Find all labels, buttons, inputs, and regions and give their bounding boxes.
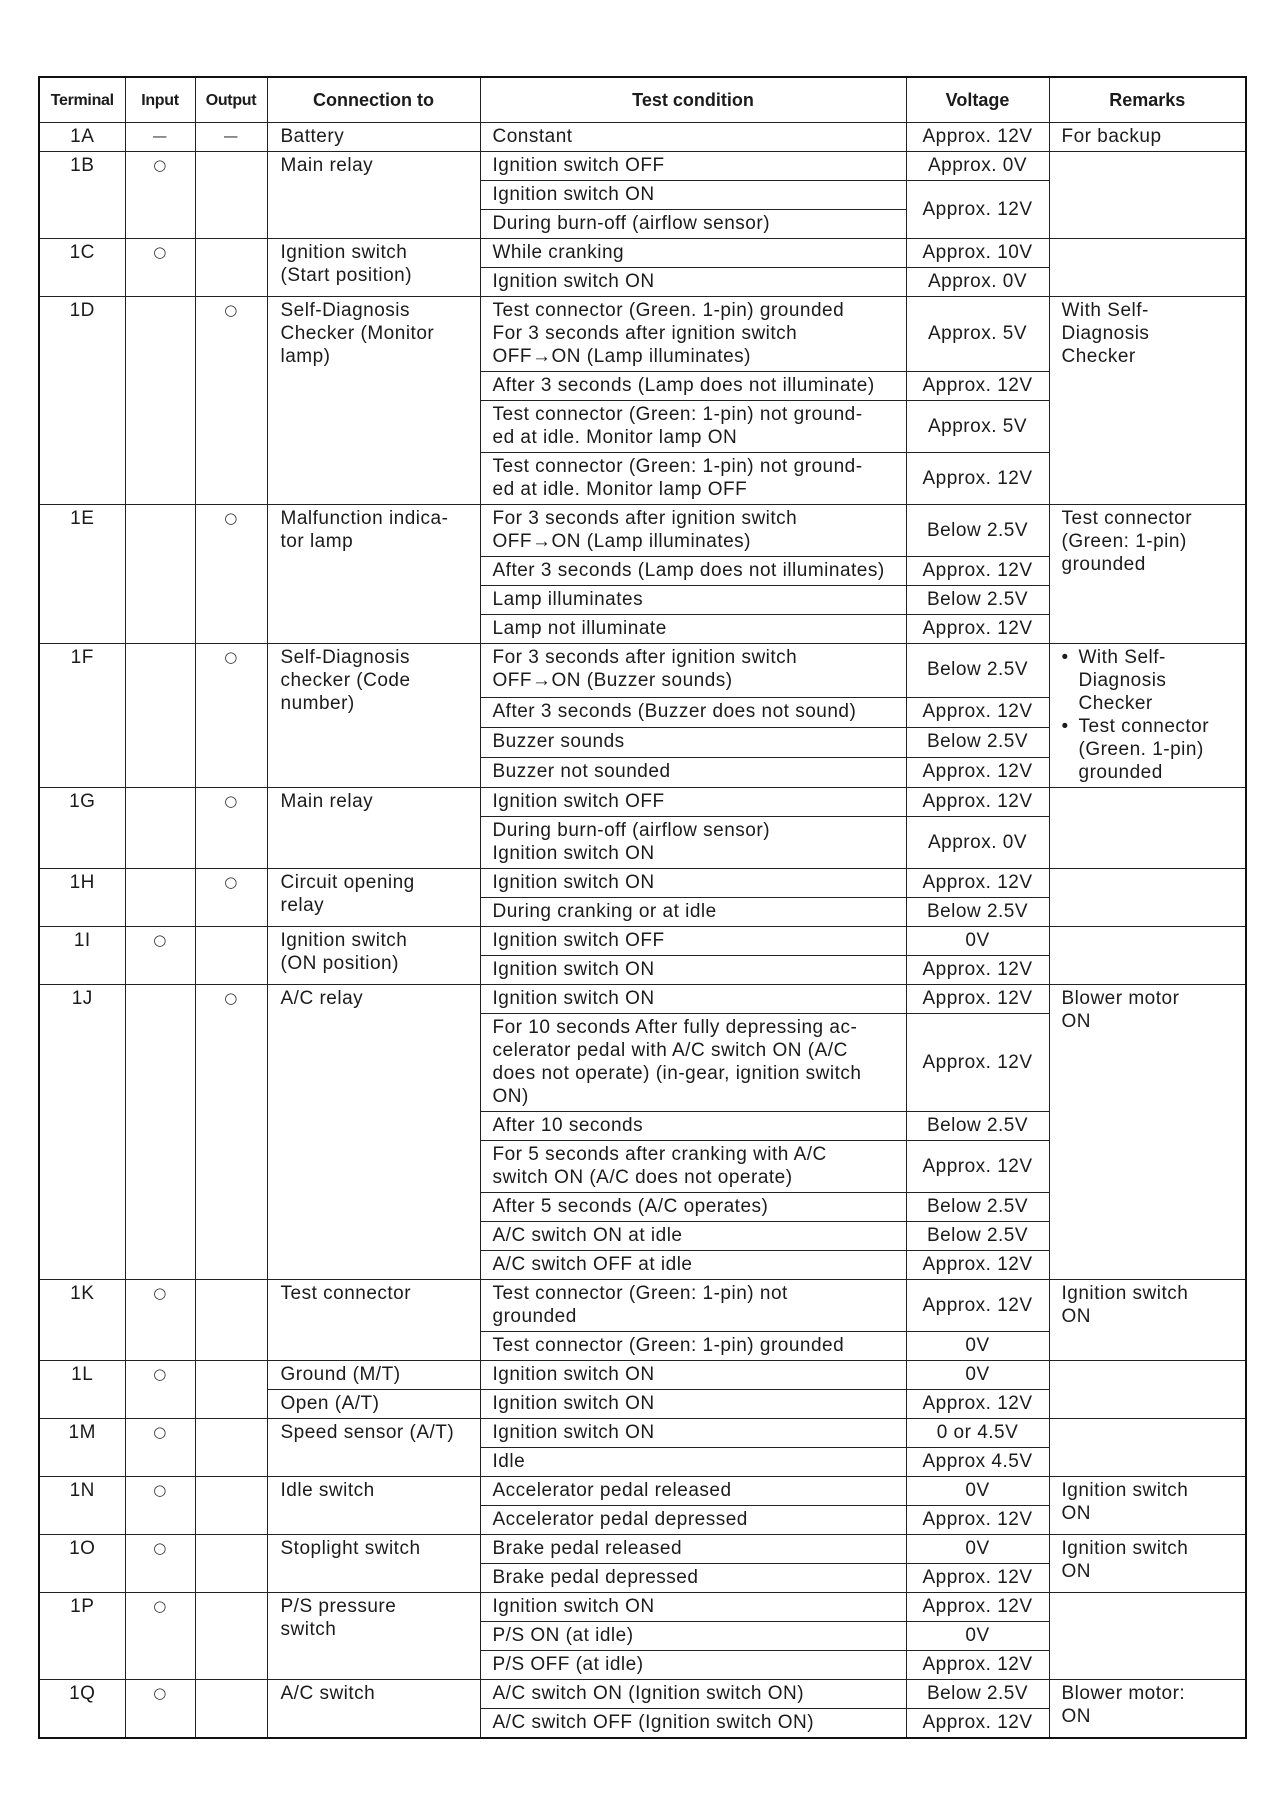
test-condition-cell: Ignition switch ON	[480, 1419, 906, 1448]
remarks-cell: Blower motor: ON	[1049, 1680, 1246, 1739]
voltage-cell: Approx 4.5V	[906, 1448, 1049, 1477]
connection-cell: Malfunction indica- tor lamp	[267, 505, 480, 644]
remarks-cell	[1049, 152, 1246, 239]
input-cell: ○	[125, 1593, 195, 1680]
header-remarks: Remarks	[1049, 77, 1246, 123]
connection-cell: Speed sensor (A/T)	[267, 1419, 480, 1477]
terminal-spec-table	[38, 76, 1247, 1739]
remarks-cell: Blower motor ON	[1049, 985, 1246, 1280]
remarks-cell	[1049, 644, 1246, 788]
voltage-cell: Approx. 12V	[906, 956, 1049, 985]
test-condition-cell: After 10 seconds	[480, 1112, 906, 1141]
voltage-cell: Approx. 12V	[906, 1709, 1049, 1739]
terminal-cell: 1F	[39, 644, 125, 788]
test-condition-cell: Ignition switch OFF	[480, 152, 906, 181]
connection-cell: Ignition switch (ON position)	[267, 927, 480, 985]
output-cell: ○	[195, 985, 267, 1280]
voltage-cell: Approx. 12V	[906, 1141, 1049, 1193]
voltage-cell: Approx. 0V	[906, 268, 1049, 297]
connection-cell: P/S pressure switch	[267, 1593, 480, 1680]
test-condition-cell: Lamp illuminates	[480, 586, 906, 615]
test-condition-cell: Ignition switch ON	[480, 985, 906, 1014]
terminal-cell: 1A	[39, 123, 125, 152]
terminal-cell: 1I	[39, 927, 125, 985]
test-condition-cell: Ignition switch ON	[480, 869, 906, 898]
table-row	[39, 644, 1246, 698]
output-cell: ○	[195, 788, 267, 869]
connection-cell: Battery	[267, 123, 480, 152]
input-cell: ○	[125, 1535, 195, 1593]
remarks-cell	[1049, 1361, 1246, 1419]
remarks-cell: Ignition switch ON	[1049, 1280, 1246, 1361]
table-body	[39, 123, 1246, 1739]
terminal-cell: 1J	[39, 985, 125, 1280]
voltage-cell: Approx. 12V	[906, 1564, 1049, 1593]
test-condition-cell: Test connector (Green: 1-pin) not ground- ed at idle. Monitor lamp OFF	[480, 453, 906, 505]
terminal-cell: 1K	[39, 1280, 125, 1361]
table-row	[39, 1593, 1246, 1622]
remarks-bullet-item: • Test connector (Green. 1-pin) grounded	[1062, 715, 1242, 784]
header-input: Input	[125, 77, 195, 123]
connection-cell: Ground (M/T)	[267, 1361, 480, 1390]
voltage-cell: Approx. 12V	[906, 1014, 1049, 1112]
table-row	[39, 788, 1246, 817]
test-condition-cell: Brake pedal released	[480, 1535, 906, 1564]
terminal-cell: 1D	[39, 297, 125, 505]
test-condition-cell: Lamp not illuminate	[480, 615, 906, 644]
test-condition-cell: During burn-off (airflow sensor)	[480, 210, 906, 239]
test-condition-cell: For 3 seconds after ignition switch OFF→ON (Buzzer sounds)	[480, 644, 906, 698]
remarks-cell: For backup	[1049, 123, 1246, 152]
input-cell: ○	[125, 1280, 195, 1361]
test-condition-cell: Ignition switch OFF	[480, 927, 906, 956]
test-condition-cell: For 3 seconds after ignition switch OFF→ON (Lamp illuminates)	[480, 505, 906, 557]
voltage-cell: 0V	[906, 1622, 1049, 1651]
voltage-cell: Approx. 12V	[906, 557, 1049, 586]
connection-cell: Test connector	[267, 1280, 480, 1361]
test-condition-cell: Buzzer not sounded	[480, 757, 906, 787]
voltage-cell: Below 2.5V	[906, 505, 1049, 557]
terminal-cell: 1G	[39, 788, 125, 869]
table-row	[39, 505, 1246, 557]
voltage-cell: Approx. 12V	[906, 1280, 1049, 1332]
voltage-cell: Approx. 12V	[906, 757, 1049, 787]
remarks-cell	[1049, 927, 1246, 985]
table-row	[39, 123, 1246, 152]
test-condition-cell: Brake pedal depressed	[480, 1564, 906, 1593]
header-test-condition: Test condition	[480, 77, 906, 123]
input-cell	[125, 869, 195, 927]
terminal-cell: 1N	[39, 1477, 125, 1535]
output-cell	[195, 1477, 267, 1535]
remarks-cell: With Self- Diagnosis Checker	[1049, 297, 1246, 505]
voltage-cell: Approx. 12V	[906, 181, 1049, 239]
test-condition-cell: Constant	[480, 123, 906, 152]
header-connection: Connection to	[267, 77, 480, 123]
output-cell	[195, 927, 267, 985]
voltage-cell: Below 2.5V	[906, 727, 1049, 757]
input-cell	[125, 788, 195, 869]
connection-cell: Circuit opening relay	[267, 869, 480, 927]
test-condition-cell: After 5 seconds (A/C operates)	[480, 1193, 906, 1222]
output-cell	[195, 1535, 267, 1593]
voltage-cell: Below 2.5V	[906, 644, 1049, 698]
table-row	[39, 1419, 1246, 1448]
voltage-cell: Approx. 12V	[906, 697, 1049, 727]
voltage-cell: Approx. 12V	[906, 372, 1049, 401]
voltage-cell: Approx. 12V	[906, 985, 1049, 1014]
voltage-cell: 0V	[906, 927, 1049, 956]
test-condition-cell: During cranking or at idle	[480, 898, 906, 927]
voltage-cell: Approx. 12V	[906, 869, 1049, 898]
input-cell: ○	[125, 1419, 195, 1477]
test-condition-cell: P/S OFF (at idle)	[480, 1651, 906, 1680]
connection-cell: Ignition switch (Start position)	[267, 239, 480, 297]
test-condition-cell: Ignition switch ON	[480, 1390, 906, 1419]
remarks-cell	[1049, 1593, 1246, 1680]
voltage-cell: Approx. 12V	[906, 123, 1049, 152]
input-cell	[125, 644, 195, 788]
input-cell: ○	[125, 1477, 195, 1535]
voltage-cell: Approx. 12V	[906, 1390, 1049, 1419]
connection-cell: Self-Diagnosis Checker (Monitor lamp)	[267, 297, 480, 505]
terminal-cell: 1O	[39, 1535, 125, 1593]
input-cell: ○	[125, 1680, 195, 1739]
voltage-cell: Approx. 12V	[906, 788, 1049, 817]
test-condition-cell: During burn-off (airflow sensor) Ignition switch ON	[480, 817, 906, 869]
output-cell: —	[195, 123, 267, 152]
test-condition-cell: Accelerator pedal released	[480, 1477, 906, 1506]
test-condition-cell: A/C switch ON (Ignition switch ON)	[480, 1680, 906, 1709]
test-condition-cell: A/C switch ON at idle	[480, 1222, 906, 1251]
input-cell: ○	[125, 239, 195, 297]
terminal-cell: 1L	[39, 1361, 125, 1419]
test-condition-cell: While cranking	[480, 239, 906, 268]
test-condition-cell: Ignition switch OFF	[480, 788, 906, 817]
test-condition-cell: For 10 seconds After fully depressing ac- celerator pedal with A/C switch ON (A/C does not operate) (in-gear, ignition switch ON)	[480, 1014, 906, 1112]
input-cell	[125, 297, 195, 505]
voltage-cell: Below 2.5V	[906, 898, 1049, 927]
voltage-cell: 0 or 4.5V	[906, 1419, 1049, 1448]
connection-cell: A/C relay	[267, 985, 480, 1280]
remarks-cell: Test connector (Green: 1-pin) grounded	[1049, 505, 1246, 644]
voltage-cell: Approx. 0V	[906, 152, 1049, 181]
voltage-cell: Approx. 12V	[906, 453, 1049, 505]
voltage-cell: Approx. 12V	[906, 1506, 1049, 1535]
test-condition-cell: After 3 seconds (Buzzer does not sound)	[480, 697, 906, 727]
test-condition-cell: After 3 seconds (Lamp does not illuminate)	[480, 372, 906, 401]
voltage-cell: Below 2.5V	[906, 1222, 1049, 1251]
table-row	[39, 985, 1246, 1014]
remarks-cell: Ignition switch ON	[1049, 1535, 1246, 1593]
voltage-cell: Approx. 12V	[906, 615, 1049, 644]
voltage-cell: Below 2.5V	[906, 1680, 1049, 1709]
test-condition-cell: Ignition switch ON	[480, 956, 906, 985]
terminal-cell: 1B	[39, 152, 125, 239]
output-cell: ○	[195, 644, 267, 788]
output-cell: ○	[195, 297, 267, 505]
output-cell	[195, 1680, 267, 1739]
voltage-cell: Approx. 12V	[906, 1651, 1049, 1680]
input-cell: ○	[125, 927, 195, 985]
header-output: Output	[195, 77, 267, 123]
test-condition-cell: P/S ON (at idle)	[480, 1622, 906, 1651]
table-row	[39, 297, 1246, 372]
table-row	[39, 927, 1246, 956]
remarks-cell	[1049, 788, 1246, 869]
test-condition-cell: Test connector (Green. 1-pin) grounded For 3 seconds after ignition switch OFF→ON (Lamp illuminates)	[480, 297, 906, 372]
test-condition-cell: Ignition switch ON	[480, 181, 906, 210]
voltage-cell: Approx. 12V	[906, 1251, 1049, 1280]
terminal-cell: 1P	[39, 1593, 125, 1680]
voltage-cell: Below 2.5V	[906, 1112, 1049, 1141]
connection-cell: Main relay	[267, 788, 480, 869]
terminal-cell: 1M	[39, 1419, 125, 1477]
voltage-cell: 0V	[906, 1477, 1049, 1506]
test-condition-cell: Accelerator pedal depressed	[480, 1506, 906, 1535]
remarks-cell: Ignition switch ON	[1049, 1477, 1246, 1535]
test-condition-cell: Test connector (Green: 1-pin) grounded	[480, 1332, 906, 1361]
voltage-cell: 0V	[906, 1535, 1049, 1564]
terminal-cell: 1H	[39, 869, 125, 927]
output-cell	[195, 1361, 267, 1419]
input-cell	[125, 985, 195, 1280]
table-row	[39, 1280, 1246, 1332]
remarks-cell	[1049, 1419, 1246, 1477]
terminal-cell: 1Q	[39, 1680, 125, 1739]
test-condition-cell: Test connector (Green: 1-pin) not grounded	[480, 1280, 906, 1332]
voltage-cell: Approx. 10V	[906, 239, 1049, 268]
voltage-cell: 0V	[906, 1332, 1049, 1361]
output-cell	[195, 152, 267, 239]
terminal-cell: 1C	[39, 239, 125, 297]
test-condition-cell: Test connector (Green: 1-pin) not ground- ed at idle. Monitor lamp ON	[480, 401, 906, 453]
output-cell	[195, 239, 267, 297]
connection-cell: Open (A/T)	[267, 1390, 480, 1419]
table-row	[39, 1361, 1246, 1390]
output-cell: ○	[195, 869, 267, 927]
input-cell: ○	[125, 1361, 195, 1419]
terminal-cell: 1E	[39, 505, 125, 644]
voltage-cell: Approx. 5V	[906, 297, 1049, 372]
test-condition-cell: A/C switch OFF at idle	[480, 1251, 906, 1280]
test-condition-cell: Ignition switch ON	[480, 268, 906, 297]
connection-cell: Stoplight switch	[267, 1535, 480, 1593]
remarks-cell	[1049, 239, 1246, 297]
test-condition-cell: Ignition switch ON	[480, 1361, 906, 1390]
table-row	[39, 1680, 1246, 1709]
output-cell: ○	[195, 505, 267, 644]
input-cell: —	[125, 123, 195, 152]
output-cell	[195, 1593, 267, 1680]
table-row	[39, 1477, 1246, 1506]
test-condition-cell: After 3 seconds (Lamp does not illuminates)	[480, 557, 906, 586]
input-cell	[125, 505, 195, 644]
remarks-bullet-item: • With Self- Diagnosis Checker	[1062, 646, 1242, 715]
header-terminal: Terminal	[39, 77, 125, 123]
table-row	[39, 152, 1246, 181]
test-condition-cell: Idle	[480, 1448, 906, 1477]
voltage-cell: Approx. 12V	[906, 1593, 1049, 1622]
connection-cell: Main relay	[267, 152, 480, 239]
voltage-cell: Below 2.5V	[906, 586, 1049, 615]
voltage-cell: Approx. 5V	[906, 401, 1049, 453]
connection-cell: Self-Diagnosis checker (Code number)	[267, 644, 480, 788]
connection-cell: A/C switch	[267, 1680, 480, 1739]
connection-cell: Idle switch	[267, 1477, 480, 1535]
table-row	[39, 1535, 1246, 1564]
test-condition-cell: For 5 seconds after cranking with A/C switch ON (A/C does not operate)	[480, 1141, 906, 1193]
voltage-cell: Below 2.5V	[906, 1193, 1049, 1222]
voltage-cell: Approx. 0V	[906, 817, 1049, 869]
table-row	[39, 869, 1246, 898]
remarks-cell	[1049, 869, 1246, 927]
test-condition-cell: Buzzer sounds	[480, 727, 906, 757]
input-cell: ○	[125, 152, 195, 239]
output-cell	[195, 1419, 267, 1477]
header-voltage: Voltage	[906, 77, 1049, 123]
table-header-row	[39, 77, 1246, 123]
table-row	[39, 239, 1246, 268]
output-cell	[195, 1280, 267, 1361]
test-condition-cell: Ignition switch ON	[480, 1593, 906, 1622]
test-condition-cell: A/C switch OFF (Ignition switch ON)	[480, 1709, 906, 1739]
voltage-cell: 0V	[906, 1361, 1049, 1390]
